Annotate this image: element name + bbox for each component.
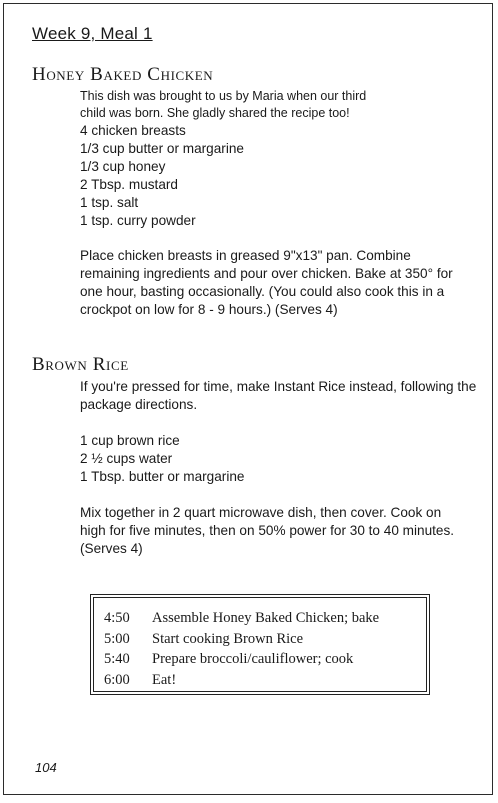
schedule-time: 5:40 xyxy=(104,651,130,667)
schedule-task: Start cooking Brown Rice xyxy=(152,630,304,647)
ingredient-item: 1 cup brown rice xyxy=(80,433,180,448)
ingredient-item: 2 Tbsp. mustard xyxy=(80,177,178,192)
ingredient-list-honey-baked-chicken xyxy=(80,122,480,230)
recipe-title-honey-baked-chicken: Honey Baked Chicken xyxy=(32,64,214,85)
ingredient-item: 1/3 cup butter or margarine xyxy=(80,141,244,156)
ingredient-item: 1 tsp. salt xyxy=(80,195,139,210)
recipe-directions-honey-baked-chicken: Place chicken breasts in greased 9"x13" pan. Combine remaining ingredients and pour over chicken. Bake at 350° for one hour, basting occasionally. (You could also cook this in a crockpot on low for 8 - 9 hours.) (Serves 4) xyxy=(80,248,453,317)
schedule-task: Assemble Honey Baked Chicken; bake xyxy=(152,610,380,626)
ingredient-item: 1 tsp. curry powder xyxy=(80,213,196,228)
ingredient-item: 1/3 cup honey xyxy=(80,159,166,174)
page-number: 104 xyxy=(35,760,57,775)
ingredient-item: 2 ½ cups water xyxy=(80,451,173,466)
schedule-task: Eat! xyxy=(152,671,177,688)
schedule-time: 5:00 xyxy=(104,630,130,647)
schedule-task: Prepare broccoli/cauliflower; cook xyxy=(152,651,354,667)
schedule-row xyxy=(104,629,379,650)
schedule-row xyxy=(104,649,379,670)
cookbook-page xyxy=(3,3,493,795)
week-heading: Week 9, Meal 1 xyxy=(32,24,153,43)
meal-schedule-list xyxy=(104,608,379,690)
ingredient-list-brown-rice xyxy=(80,432,480,486)
recipe-directions-brown-rice: Mix together in 2 quart microwave dish, then cover. Cook on high for five minutes, then on 50% power for 30 to 40 minutes. (Serves 4) xyxy=(80,505,455,556)
schedule-time: 4:50 xyxy=(104,610,130,626)
meal-schedule-inner-border xyxy=(93,597,427,692)
schedule-row xyxy=(104,670,379,691)
recipe-intro-brown-rice: If you're pressed for time, make Instant Rice instead, following the package directions. xyxy=(80,379,477,412)
recipe-title-brown-rice: Brown Rice xyxy=(32,354,129,375)
schedule-time: 6:00 xyxy=(104,671,130,688)
schedule-row xyxy=(104,608,379,629)
recipe-intro-honey-baked-chicken: This dish was brought to us by Maria when our third child was born. She gladly shared the recipe too! xyxy=(80,89,367,120)
meal-schedule-box xyxy=(90,594,430,695)
ingredient-item: 4 chicken breasts xyxy=(80,123,186,138)
ingredient-item: 1 Tbsp. butter or margarine xyxy=(80,469,245,484)
